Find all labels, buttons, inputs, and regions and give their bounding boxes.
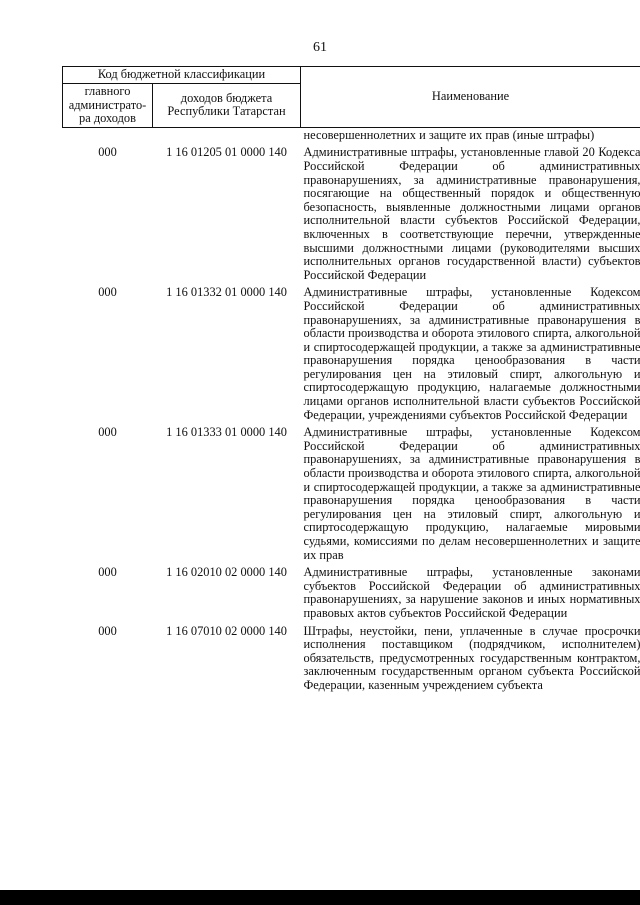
table-row	[63, 562, 640, 620]
classification-code-header: Код бюджетной классификации	[63, 67, 301, 84]
income-code-cell: 1 16 01333 01 0000 140	[166, 425, 287, 440]
table-row	[63, 282, 640, 422]
name-cell: Административные штрафы, установленные Кодексом Российской Федерации об административных правонарушениях, за административные правонарушения в области производства и оборота этилового спирта, алкогольной и спиртосодержащей продукции, а также за административные правонарушения порядка ценообразования в части регулирования цен на этиловый спирт, алкогольную и спиртосодержащую продукцию, налагаемые должностными лицами органов исполнительной власти субъектов Российской Федерации, учреждениями субъектов Российской Федерации	[303, 285, 640, 422]
name-cell: Административные штрафы, установленные главой 20 Кодекса Российской Федерации об административных правонарушениях, за административные правонарушения, посягающие на общественный порядок и общественную безопасность, выявленные должностными лицами органов исполнительной власти субъектов Российской Федерации, включенных в соответствующие перечни, утвержденные высшими должностными лицами (руководителями высших исполнительных органов государственной власти) субъектов Российской Федерации	[303, 145, 640, 282]
page-number: 61	[313, 40, 327, 55]
admin-column-header: главного администрато-ра доходов	[63, 84, 153, 128]
income-code-cell: 1 16 02010 02 0000 140	[166, 565, 287, 580]
budget-classification-table	[62, 66, 640, 693]
table-row	[63, 142, 640, 282]
admin-code-cell: 000	[98, 145, 117, 160]
name-cell: Административные штрафы, установленные законами субъектов Российской Федерации об административных правонарушениях, за нарушение законов и иных нормативных правовых актов субъектов Российской Федерации	[303, 565, 640, 620]
scan-edge-bar	[0, 890, 640, 905]
table-row-continuation	[63, 127, 640, 142]
table-row	[63, 422, 640, 562]
admin-code-cell: 000	[98, 623, 117, 638]
income-code-cell: 1 16 07010 02 0000 140	[166, 623, 287, 638]
income-code-column-header: доходов бюджета Республики Татарстан	[153, 84, 301, 128]
income-code-cell: 1 16 01205 01 0000 140	[166, 145, 287, 160]
admin-code-cell: 000	[98, 565, 117, 580]
admin-code-cell: 000	[98, 285, 117, 300]
continued-name-cell: несовершеннолетних и защите их прав (иные штрафы)	[303, 127, 595, 142]
income-code-cell: 1 16 01332 01 0000 140	[166, 285, 287, 300]
name-cell: Административные штрафы, установленные Кодексом Российской Федерации об административных правонарушениях, за административные правонарушения в области производства и оборота этилового спирта, алкогольной и спиртосодержащей продукции, а также за административные правонарушения порядка ценообразования в части регулирования цен на этиловый спирт, алкогольную и спиртосодержащую продукцию, налагаемые мировыми судьями, комиссиями по делам несовершеннолетних и защите их прав	[303, 425, 640, 562]
name-column-header: Наименование	[301, 67, 640, 128]
name-cell: Штрафы, неустойки, пени, уплаченные в случае просрочки исполнения поставщиком (подрядчиком, исполнителем) обязательств, предусмотренных государственным контрактом, заключенным государственным органом субъекта Российской Федерации, казенным учреждением субъекта	[303, 623, 640, 692]
admin-code-cell: 000	[98, 425, 117, 440]
table-row	[63, 621, 640, 693]
